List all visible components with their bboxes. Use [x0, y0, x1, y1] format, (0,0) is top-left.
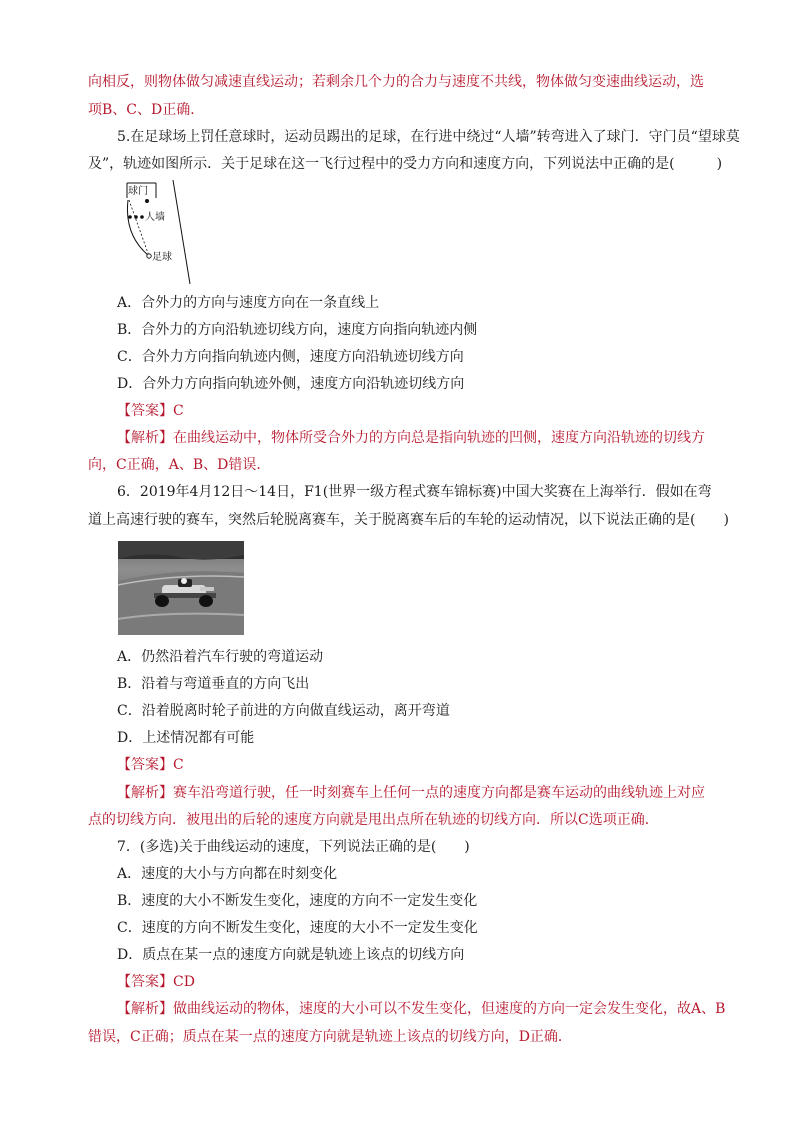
answer-tag: 【答案】 [117, 757, 173, 773]
analysis-text: 在曲线运动中，物体所受合外力的方向总是指向轨迹的凹侧，速度方向沿轨迹的切线方 [173, 430, 705, 446]
answer-value: CD [173, 974, 195, 990]
q5-trajectory-figure [120, 180, 200, 288]
analysis-tag: 【解析】 [117, 1001, 173, 1017]
q5-answer [117, 401, 184, 421]
wall-label: 人墙 [145, 212, 165, 223]
q5-stem-line2: 及”，轨迹如图所示．关于足球在这一飞行过程中的受力方向和速度方向，下列说法中正确的是( ) [88, 156, 723, 172]
q6-stem-line1: 6．2019年4月12日～14日，F1(世界一级方程式赛车锦标赛)中国大奖赛在上海举行．假如在弯 [117, 484, 712, 500]
prev-analysis-line2: 项B、C、D正确． [88, 102, 205, 118]
q6-answer [117, 755, 184, 775]
ball-label: 足球 [152, 252, 172, 263]
q7-option-c: C．速度的方向不断发生变化，速度的大小不一定发生变化 [117, 920, 478, 936]
q6-option-a: A．仍然沿着汽车行驶的弯道运动 [117, 649, 324, 665]
analysis-text: 赛车沿弯道行驶，任一时刻赛车上任何一点的速度方向都是赛车运动的曲线轨迹上对应 [173, 785, 705, 801]
q7-stem: 7．(多选)关于曲线运动的速度，下列说法正确的是( ) [117, 839, 470, 855]
q6-option-c: C．沿着脱离时轮子前进的方向做直线运动，离开弯道 [117, 703, 450, 719]
answer-value: C [173, 757, 184, 773]
goalkeeper-dot [145, 199, 149, 203]
q7-option-b: B．速度的大小不断发生变化，速度的方向不一定发生变化 [117, 893, 478, 909]
wall-dot [128, 215, 132, 219]
analysis-tag: 【解析】 [117, 430, 173, 446]
q6-stem-line2: 道上高速行驶的赛车，突然后轮脱离赛车，关于脱离赛车后的车轮的运动情况，以下说法正确的是( ) [88, 512, 729, 528]
race-car-photo [118, 541, 244, 635]
q5-analysis-line1 [117, 428, 757, 448]
q5-option-b: B．合外力的方向沿轨迹切线方向，速度方向指向轨迹内侧 [117, 322, 478, 338]
q5-option-d: D．合外力方向指向轨迹外侧，速度方向沿轨迹切线方向 [117, 376, 465, 392]
q7-analysis-line2: 错误，C正确；质点在某一点的速度方向就是轨迹上该点的切线方向，D正确． [88, 1029, 572, 1045]
answer-tag: 【答案】 [117, 974, 173, 990]
ball-icon [147, 254, 151, 258]
analysis-tag: 【解析】 [117, 785, 173, 801]
q7-analysis-line1 [117, 999, 757, 1019]
q5-analysis-line2: 向，C正确，A、B、D错误． [88, 457, 271, 473]
q7-answer [117, 972, 195, 992]
q5-option-c: C．合外力方向指向轨迹内侧，速度方向沿轨迹切线方向 [117, 349, 464, 365]
field-edge-line [173, 180, 190, 284]
prev-analysis-line1: 向相反，则物体做匀减速直线运动；若剩余几个力的合力与速度不共线，物体做匀变速曲线运动，选 [88, 74, 704, 90]
q5-option-a: A．合外力的方向与速度方向在一条直线上 [117, 295, 380, 311]
answer-tag: 【答案】 [117, 403, 173, 419]
q6-option-b: B．沿着与弯道垂直的方向飞出 [117, 676, 310, 692]
q6-analysis-line2: 点的切线方向．被甩出的后轮的速度方向就是甩出点所在轨迹的切线方向．所以C选项正确． [88, 812, 659, 828]
ball-trajectory [127, 200, 149, 256]
wall-dot [140, 215, 144, 219]
q6-analysis-line1 [117, 783, 757, 803]
answer-value: C [173, 403, 184, 419]
q5-stem-line1: 5.在足球场上罚任意球时，运动员踢出的足球，在行进中绕过“人墙”转弯进入了球门．守门员“望球莫 [117, 129, 740, 145]
goal-label: 球门 [128, 186, 148, 197]
analysis-text: 做曲线运动的物体，速度的大小可以不发生变化，但速度的方向一定会发生变化，故A、B [173, 1001, 726, 1017]
q7-option-a: A．速度的大小与方向都在时刻变化 [117, 866, 338, 882]
q7-option-d: D．质点在某一点的速度方向就是轨迹上该点的切线方向 [117, 947, 465, 963]
dashed-line [129, 200, 149, 256]
q6-option-d: D．上述情况都有可能 [117, 730, 255, 746]
